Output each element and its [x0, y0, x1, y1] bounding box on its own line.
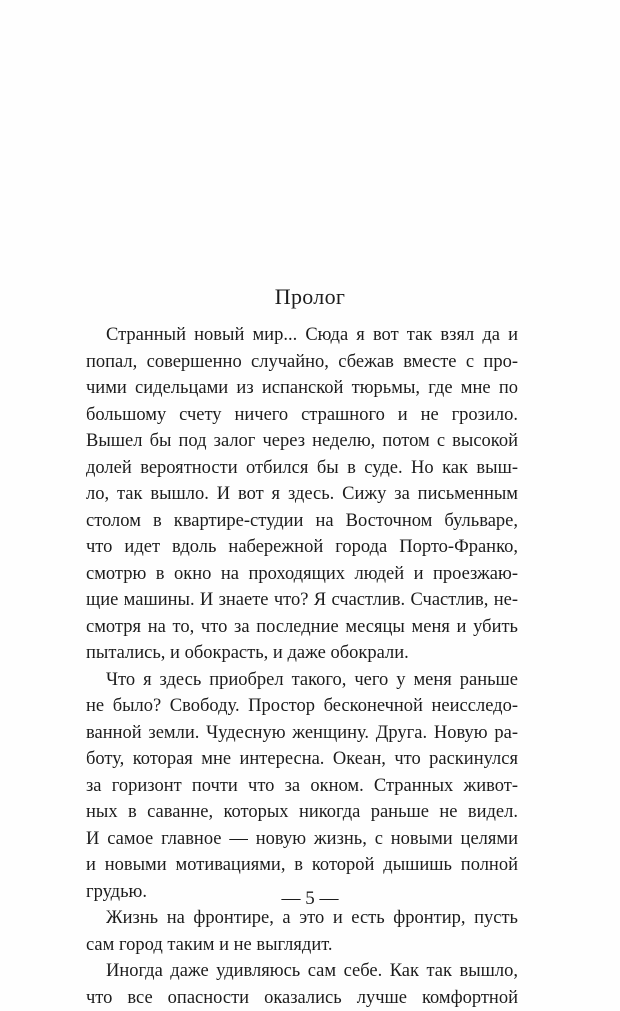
text-line: сам город таким и не выглядит. [86, 932, 518, 959]
text-line: смотря на то, что за последние месяцы меня и убить [86, 614, 518, 641]
text-line: столом в квартире-студии на Восточном бульваре, [86, 508, 518, 535]
page-number: — 5 — [0, 886, 620, 912]
text-line: Жизнь на фронтире, а это и есть фронтир, пусть [86, 905, 518, 932]
text-line: большому счету ничего страшного и не грозило. [86, 402, 518, 429]
text-line: Вышел бы под залог через неделю, потом с высокой [86, 428, 518, 455]
text-line: попал, совершенно случайно, сбежав вместе с про- [86, 349, 518, 376]
text-line: пытались, и обокрасть, и даже обокрали. [86, 640, 518, 667]
text-line: боту, которая мне интересна. Океан, что раскинулся [86, 746, 518, 773]
text-line: ванной земли. Чудесную женщину. Друга. Новую ра- [86, 720, 518, 747]
text-line: грудью. [86, 879, 518, 906]
text-line: за горизонт почти что за окном. Странных живот- [86, 773, 518, 800]
text-line: ло, так вышло. И вот я здесь. Сижу за письменным [86, 481, 518, 508]
text-line: Что я здесь приобрел такого, чего у меня раньше [86, 667, 518, 694]
text-line: И самое главное — новую жизнь, с новыми целями [86, 826, 518, 853]
text-line: что идет вдоль набережной города Порто-Франко, [86, 534, 518, 561]
text-line: смотрю в окно на проходящих людей и проезжаю- [86, 561, 518, 588]
text-line: щие машины. И знаете что? Я счастлив. Счастлив, не- [86, 587, 518, 614]
text-line: и новыми мотивациями, в которой дышишь полной [86, 852, 518, 879]
text-line: ных в саванне, которых никогда раньше не видел. [86, 799, 518, 826]
chapter-title: Пролог [0, 283, 620, 311]
text-line: не было? Свободу. Простор бесконечной неисследо- [86, 693, 518, 720]
text-line: что все опасности оказались лучше комфортной [86, 985, 518, 1011]
text-line: долей вероятности отбился бы в суде. Но как выш- [86, 455, 518, 482]
text-line: Иногда даже удивляюсь сам себе. Как так вышло, [86, 958, 518, 985]
text-line: чими сидельцами из испанской тюрьмы, где мне по [86, 375, 518, 402]
text-line: Странный новый мир... Сюда я вот так взял да и [86, 322, 518, 349]
